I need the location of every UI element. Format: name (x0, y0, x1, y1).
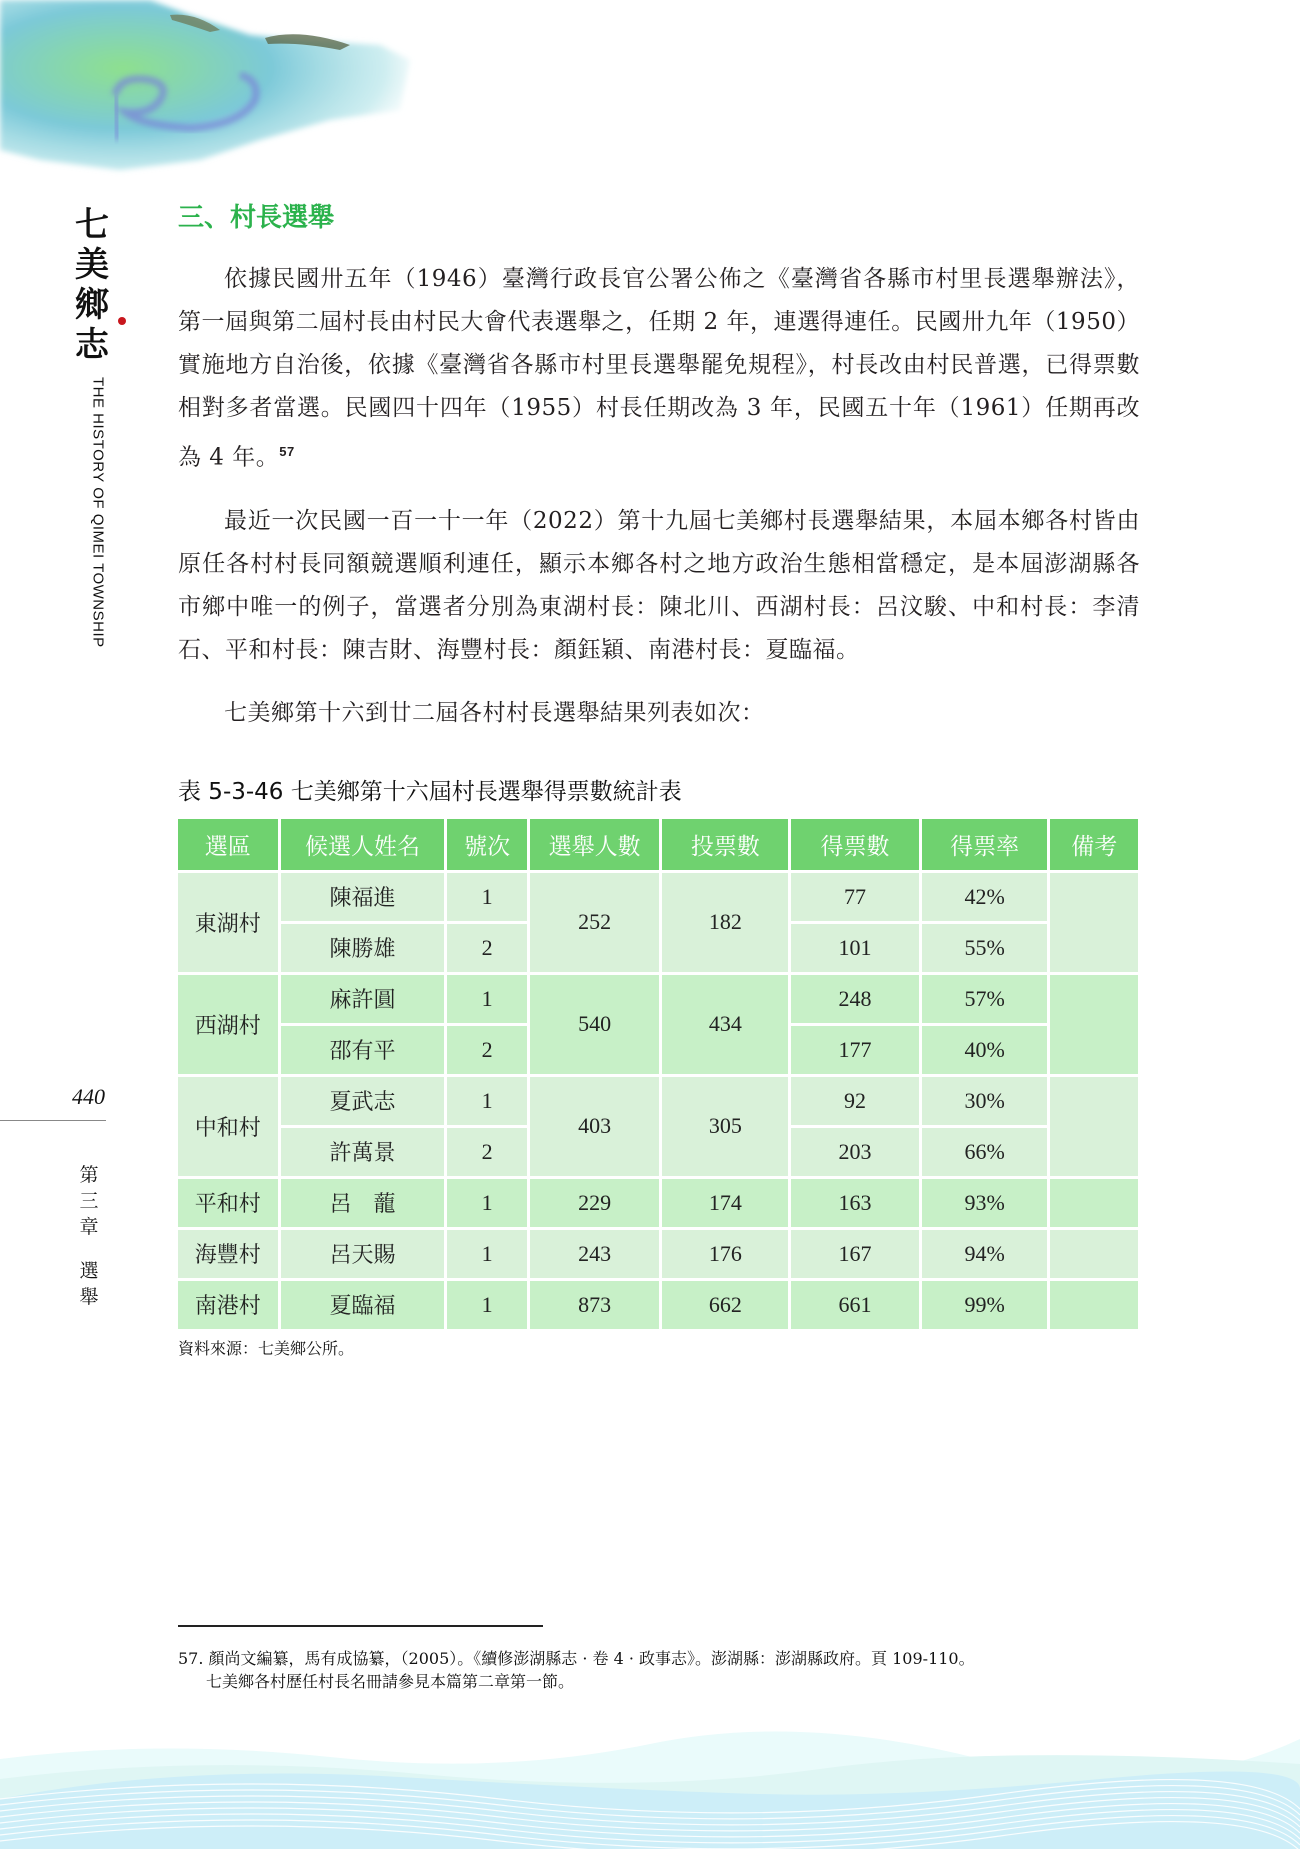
ballots-cell: 434 (662, 975, 788, 1074)
district-cell: 東湖村 (178, 873, 278, 972)
column-header: 號次 (447, 819, 526, 870)
vote-rate-cell: 55% (922, 924, 1048, 972)
votes-cell: 92 (791, 1077, 919, 1125)
note-cell (1050, 975, 1138, 1074)
section-title: 三、村長選舉 (178, 203, 335, 233)
paragraph-text: 最近一次民國一百一十一年（2022）第十九屆七美鄉村長選舉結果，本屆本鄉各村皆由原任各村村長同額競選順利連任，顯示本鄉各村之地方政治生態相當穩定，是本屆澎湖縣各市鄉中唯一的例子，當選者分別為東湖村長：陳北川、西湖村長：呂汶駿、中和村長：李清石、平和村長：陳吉財、海豐村長：顏鈺穎、南港村長：夏臨福。 (178, 507, 1140, 663)
note-cell (1050, 1179, 1138, 1227)
candidate-number-cell: 2 (447, 924, 526, 972)
vote-rate-cell: 42% (922, 873, 1048, 921)
red-seal-dot-icon (118, 317, 126, 325)
district-cell: 平和村 (178, 1179, 278, 1227)
vote-rate-cell: 66% (922, 1128, 1048, 1176)
electorate-cell: 540 (530, 975, 660, 1074)
body-paragraph (178, 500, 1140, 672)
chapter-char: 選 (79, 1260, 99, 1282)
column-header: 得票率 (922, 819, 1048, 870)
candidate-number-cell: 2 (447, 1026, 526, 1074)
page-number-divider (0, 1120, 106, 1121)
vote-rate-cell: 30% (922, 1077, 1048, 1125)
body-paragraph (178, 692, 1140, 735)
body-paragraph (178, 258, 1140, 480)
votes-cell: 163 (791, 1179, 919, 1227)
electorate-cell: 403 (530, 1077, 660, 1176)
candidate-name-cell: 陳勝雄 (281, 924, 445, 972)
note-cell (1050, 1077, 1138, 1176)
footnote-reference[interactable]: 57 (279, 444, 295, 459)
book-title-english: THE HISTORY OF QIMEI TOWNSHIP (89, 377, 107, 648)
candidate-number-cell: 1 (447, 873, 526, 921)
vote-rate-cell: 93% (922, 1179, 1048, 1227)
electorate-cell: 252 (530, 873, 660, 972)
footnote-57 (178, 1647, 1158, 1693)
column-header: 選舉人數 (530, 819, 660, 870)
candidate-name-cell: 呂天賜 (281, 1230, 445, 1278)
note-cell (1050, 873, 1138, 972)
book-title-char: 鄉 (75, 285, 109, 325)
electorate-cell: 243 (530, 1230, 660, 1278)
votes-cell: 101 (791, 924, 919, 972)
table-row (178, 1281, 1138, 1329)
column-header: 投票數 (662, 819, 788, 870)
candidate-number-cell: 1 (447, 1281, 526, 1329)
chapter-char: 三 (79, 1190, 99, 1212)
paragraph-text: 七美鄉第十六到廿二屆各村村長選舉結果列表如次： (224, 699, 765, 726)
district-cell: 海豐村 (178, 1230, 278, 1278)
table-header-row (178, 819, 1138, 870)
note-cell (1050, 1281, 1138, 1329)
votes-cell: 248 (791, 975, 919, 1023)
candidate-name-cell: 邵有平 (281, 1026, 445, 1074)
candidate-name-cell: 呂 蘢 (281, 1179, 445, 1227)
votes-cell: 203 (791, 1128, 919, 1176)
chapter-label-vertical (76, 1162, 102, 1310)
candidate-number-cell: 2 (447, 1128, 526, 1176)
vote-rate-cell: 94% (922, 1230, 1048, 1278)
candidate-name-cell: 陳福進 (281, 873, 445, 921)
table-row (178, 873, 1138, 921)
column-header: 得票數 (791, 819, 919, 870)
table-source-note: 資料來源：七美鄉公所。 (178, 1338, 355, 1358)
book-title-vertical (62, 205, 122, 648)
votes-cell: 167 (791, 1230, 919, 1278)
ballots-cell: 174 (662, 1179, 788, 1227)
table-row (178, 1230, 1138, 1278)
footer-wave-decoration (0, 1699, 1300, 1849)
column-header: 備考 (1050, 819, 1138, 870)
table-caption: 表 5-3-46 七美鄉第十六屆村長選舉得票數統計表 (178, 778, 682, 805)
candidate-number-cell: 1 (447, 975, 526, 1023)
district-cell: 南港村 (178, 1281, 278, 1329)
book-title-char: 美 (75, 245, 109, 285)
table-row (178, 1179, 1138, 1227)
candidate-name-cell: 夏武志 (281, 1077, 445, 1125)
ballots-cell: 662 (662, 1281, 788, 1329)
vote-rate-cell: 99% (922, 1281, 1048, 1329)
votes-cell: 177 (791, 1026, 919, 1074)
paragraph-text: 依據民國卅五年（1946）臺灣行政長官公署公佈之《臺灣省各縣市村里長選舉辦法》，第一屆與第二屆村長由村民大會代表選舉之，任期 2 年，連選得連任。民國卅九年（1950）實施地方自治後，依據《臺灣省各縣市村里長選舉罷免規程》，村長改由村民普選，已得票數相對多者當選。民國四十四年（1955）村長任期改為 3 年，民國五十年（1961）任期再改為 4 年。 (178, 266, 1140, 471)
book-title-char: 七 (75, 205, 109, 245)
main-content (178, 200, 1140, 1359)
footnote-line: 57. 顏尚文編纂，馬有成協纂，（2005）。《續修澎湖縣志 · 卷 4 · 政事志》。澎湖縣：澎湖縣政府。頁 109-110。 (178, 1649, 975, 1668)
chapter-char: 章 (79, 1216, 99, 1238)
ballots-cell: 176 (662, 1230, 788, 1278)
ballots-cell: 182 (662, 873, 788, 972)
header-watercolor-decoration (0, 0, 460, 190)
votes-cell: 661 (791, 1281, 919, 1329)
candidate-number-cell: 1 (447, 1179, 526, 1227)
district-cell: 西湖村 (178, 975, 278, 1074)
table-row (178, 1077, 1138, 1125)
candidate-name-cell: 夏臨福 (281, 1281, 445, 1329)
election-results-table (175, 816, 1141, 1332)
chapter-char: 舉 (79, 1286, 99, 1308)
table-row (178, 975, 1138, 1023)
column-header: 選區 (178, 819, 278, 870)
vote-rate-cell: 57% (922, 975, 1048, 1023)
candidate-name-cell: 許萬景 (281, 1128, 445, 1176)
candidate-number-cell: 1 (447, 1230, 526, 1278)
vote-rate-cell: 40% (922, 1026, 1048, 1074)
footnote-divider (178, 1625, 543, 1627)
votes-cell: 77 (791, 873, 919, 921)
electorate-cell: 873 (530, 1281, 660, 1329)
footnote-line: 七美鄉各村歷任村長名冊請參見本篇第二章第一節。 (206, 1672, 575, 1691)
book-title-char: 志 (75, 325, 109, 365)
electorate-cell: 229 (530, 1179, 660, 1227)
page-number: 440 (72, 1084, 105, 1109)
candidate-name-cell: 麻許圓 (281, 975, 445, 1023)
candidate-number-cell: 1 (447, 1077, 526, 1125)
note-cell (1050, 1230, 1138, 1278)
ballots-cell: 305 (662, 1077, 788, 1176)
district-cell: 中和村 (178, 1077, 278, 1176)
column-header: 候選人姓名 (281, 819, 445, 870)
chapter-char: 第 (79, 1164, 99, 1186)
